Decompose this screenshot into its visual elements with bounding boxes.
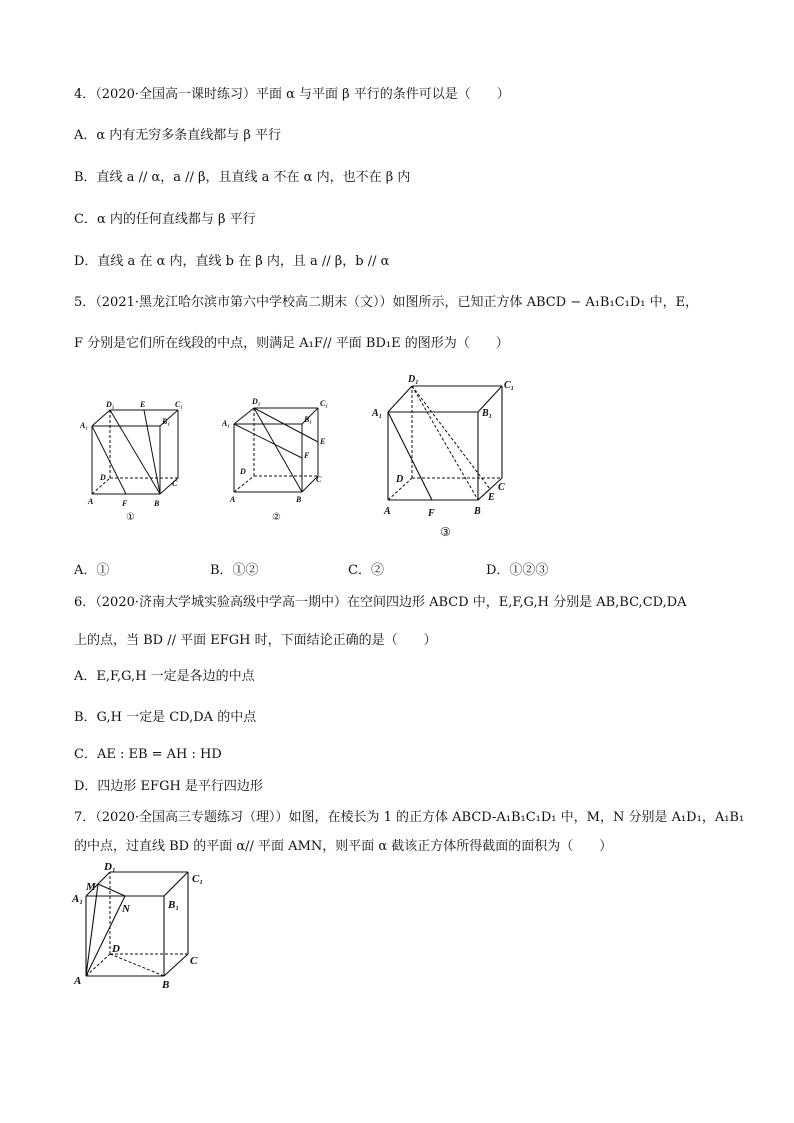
q7-stem-line2: 的中点，过直线 BD 的平面 α// 平面 AMN，则平面 α 截该正方体所得截面的面积为（ ）	[74, 839, 613, 854]
fig2-caption: ②	[272, 512, 281, 523]
q4-option-d: D．直线 a 在 α 内，直线 b 在 β 内，且 a // β，b // α	[74, 254, 390, 269]
q5-option-d: D．①②③	[486, 563, 549, 578]
q4-option-b: B．直线 a // α，a // β，且直线 a 不在 α 内，也不在 β 内	[74, 170, 411, 185]
q5-option-c: C．②	[348, 563, 384, 578]
fig3-label-b1: B₁	[482, 408, 493, 419]
fig1-label-b1: B₁	[162, 417, 171, 426]
fig1-label-c: C	[172, 479, 178, 488]
fig3-label-a: A	[384, 506, 391, 517]
q6-stem-line1: 6．（2020·济南大学城实验高级中学高一期中）在空间四边形 ABCD 中，E,F,G,H 分别是 AB,BC,CD,DA	[74, 595, 687, 610]
q7-label-c1: C₁	[192, 873, 204, 885]
fig2-label-c1: C₁	[320, 399, 329, 408]
fig2-label-f: F	[304, 451, 310, 460]
q7-label-d: D	[112, 943, 120, 955]
q5-options	[74, 559, 734, 577]
q6-option-a: A．E,F,G,H 一定是各边的中点	[74, 669, 255, 684]
fig3-label-a1: A₁	[372, 408, 383, 419]
fig2-label-a1: A₁	[222, 419, 231, 428]
fig2-label-a: A	[230, 495, 236, 504]
q7-label-b1: B₁	[168, 899, 180, 911]
q7-label-d1: D₁	[104, 861, 116, 873]
q7-figure	[70, 860, 220, 994]
fig1-caption: ①	[126, 512, 135, 523]
q4-option-a: A．α 内有无穷多条直线都与 β 平行	[74, 128, 282, 143]
fig2-label-d: D	[240, 467, 246, 476]
fig3-label-d: D	[396, 474, 404, 485]
q7-label-n: N	[122, 903, 130, 915]
fig3-label-f: F	[428, 508, 435, 519]
q7-stem-line1: 7．（2020·全国高三专题练习（理））如图，在棱长为 1 的正方体 ABCD-A₁B₁C₁D₁ 中，M，N 分别是 A₁D₁，A₁B₁	[74, 810, 745, 825]
q7-label-b: B	[162, 979, 170, 991]
q6-stem-line2: 上的点，当 BD // 平面 EFGH 时，下面结论正确的是（ ）	[74, 633, 437, 648]
q7-label-c: C	[190, 955, 198, 967]
fig3-label-e: E	[488, 492, 495, 503]
q5-option-a: A．①	[74, 563, 110, 578]
fig1-label-d: D	[100, 473, 106, 482]
fig1-label-a1: A₁	[80, 421, 89, 430]
q5-option-b: B．①②	[210, 563, 259, 578]
q7-label-a: A	[74, 975, 82, 987]
fig1-label-c1: C₁	[175, 400, 184, 409]
fig3-caption: ③	[440, 525, 451, 539]
q6-option-c: C．AE : EB = AH : HD	[74, 747, 222, 762]
fig1-label-f: F	[122, 499, 128, 508]
q5-figure-1	[80, 396, 200, 526]
fig3-label-b: B	[474, 506, 481, 517]
fig1-label-d1: D₁	[106, 400, 115, 409]
fig2-label-e: E	[320, 437, 326, 446]
q5-figure-3	[368, 372, 528, 544]
q7-label-m: M	[86, 881, 96, 893]
fig1-label-e: E	[140, 400, 146, 409]
fig2-label-b1: B₁	[304, 415, 313, 424]
fig1-label-a: A	[88, 497, 94, 506]
fig1-label-b: B	[154, 499, 160, 508]
fig3-label-d1: D₁	[408, 374, 419, 385]
fig2-label-d1: D₁	[252, 397, 261, 406]
q5-figure-2	[222, 392, 342, 526]
fig3-label-c: C	[498, 482, 505, 493]
q6-option-d: D．四边形 EFGH 是平行四边形	[74, 779, 263, 794]
q5-stem-line1: 5．（2021·黑龙江哈尔滨市第六中学校高二期末（文））如图所示，已知正方体 ABCD − A₁B₁C₁D₁ 中，E，	[74, 295, 699, 310]
q4-stem: 4．（2020·全国高一课时练习）平面 α 与平面 β 平行的条件可以是（ ）	[74, 87, 510, 102]
q6-option-b: B．G,H 一定是 CD,DA 的中点	[74, 710, 257, 725]
fig2-label-c: C	[316, 475, 322, 484]
fig3-label-c1: C₁	[504, 380, 515, 391]
q4-option-c: C．α 内的任何直线都与 β 平行	[74, 212, 256, 227]
q5-stem-line2: F 分别是它们所在线段的中点，则满足 A₁F// 平面 BD₁E 的图形为（ ）	[74, 336, 509, 351]
fig2-label-b: B	[296, 495, 302, 504]
q7-label-a1: A₁	[72, 893, 84, 905]
